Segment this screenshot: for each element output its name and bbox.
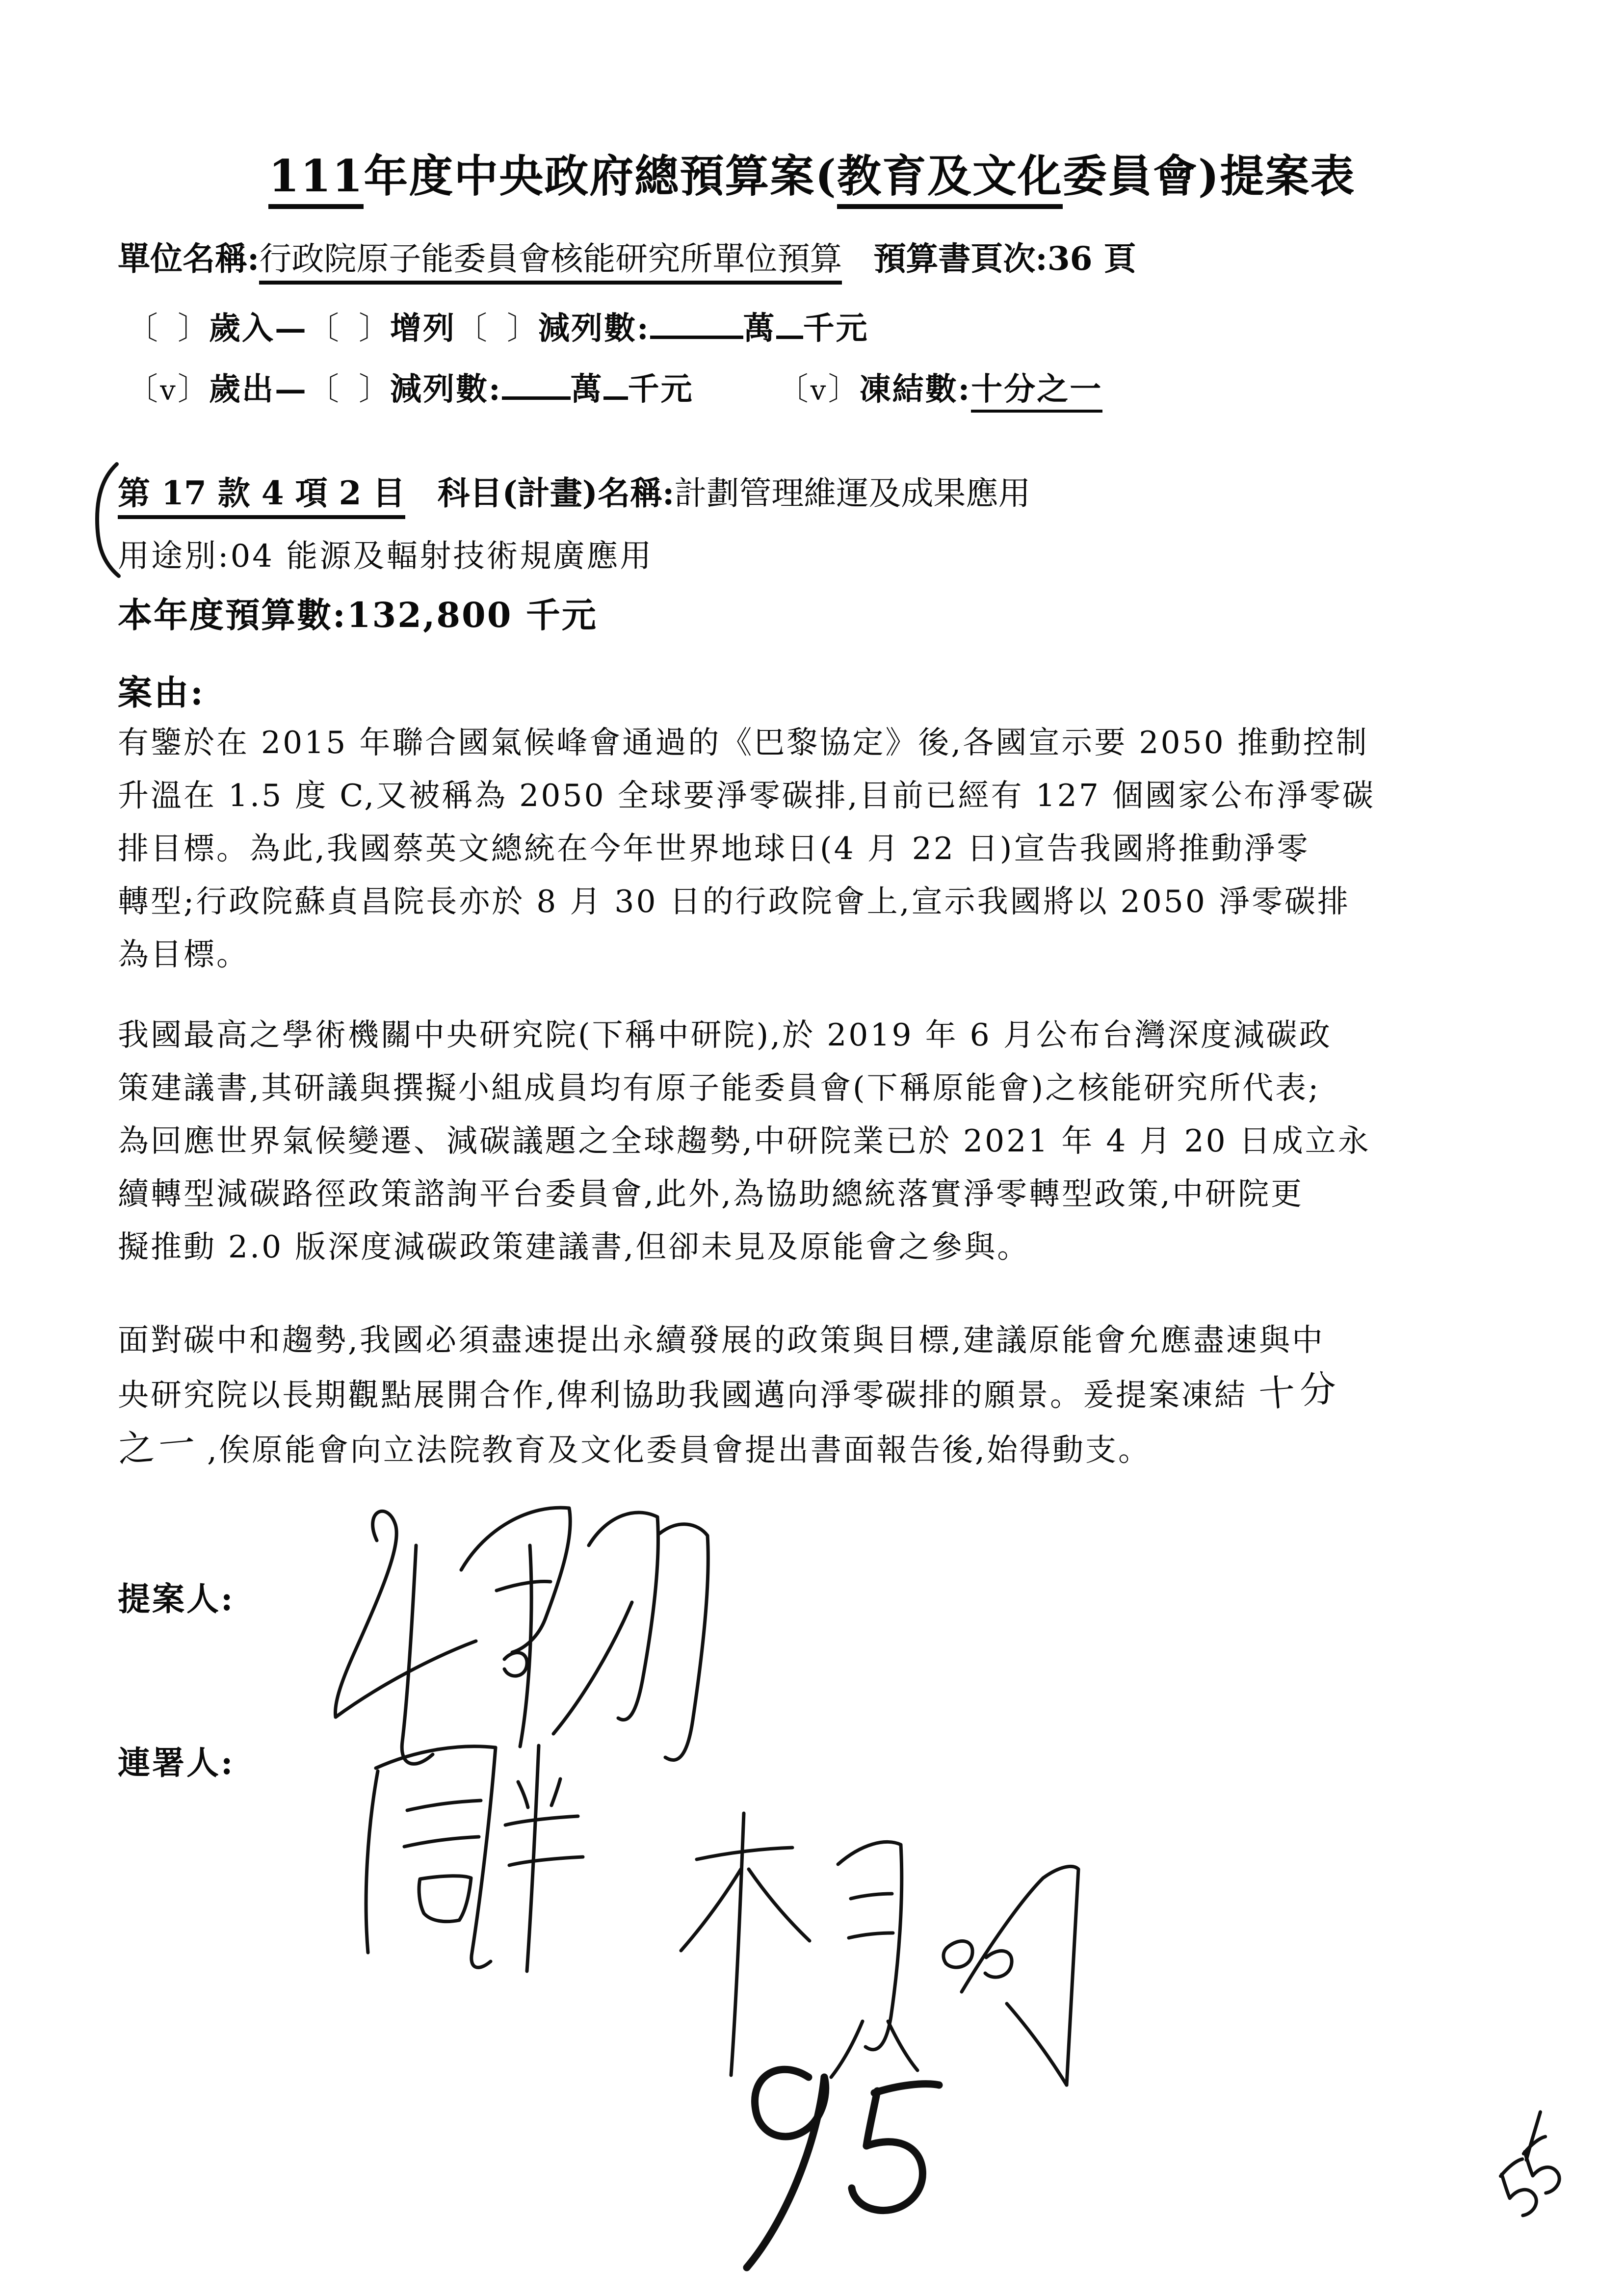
cosigner-signature-1	[343, 1737, 599, 1982]
paragraph-line: 面對碳中和趨勢,我國必須盡速提出永續發展的政策與目標,建議原能會允應盡速與中	[118, 1322, 1325, 1358]
bracket-close: 〕	[359, 311, 390, 347]
case-paragraph-1	[118, 716, 1531, 981]
typed-text: 央研究院以長期觀點展開合作,俾利協助我國邁向淨零碳排的願景。爰提案凍結	[118, 1377, 1248, 1413]
expenditure-checkmark: v	[160, 375, 176, 407]
bracket-close: 〕	[828, 371, 860, 408]
paragraph-line: 我國最高之學術機關中央研究院(下稱中研院),於 2019 年 6 月公布台灣深度減碳政	[118, 1017, 1332, 1053]
annual-budget-line	[118, 588, 598, 637]
title-year-number: 111	[268, 150, 364, 209]
expenditure-amount-blank-2	[603, 369, 628, 400]
expenditure-checkbox	[127, 371, 209, 408]
typed-text: ,俟原能會向立法院教育及文化委員會提出書面報告後,始得動支。	[207, 1432, 1152, 1468]
handwritten-corner-page-number-55	[1457, 2102, 1595, 2234]
unit-qian-yuan: 千元	[803, 310, 869, 347]
bracket-open: 〔	[456, 311, 487, 347]
unit-wan: 萬	[743, 310, 776, 347]
expenditure-cut-label: 減列數:	[390, 371, 502, 408]
paragraph-line-with-handwriting	[118, 1422, 1531, 1477]
cosigner-label: 連署人:	[118, 1744, 235, 1782]
bracket-close: 〕	[507, 311, 538, 347]
proposer-label: 提案人:	[118, 1580, 235, 1618]
clause-line	[118, 467, 1030, 514]
handwritten-freeze-fraction-part1: 十分	[1257, 1366, 1343, 1416]
case-paragraph-2	[118, 1009, 1531, 1274]
subject-value: 計劃管理維運及成果應用	[674, 474, 1031, 512]
paragraph-line: 擬推動 2.0 版深度減碳政策建議書,但卻未見及原能會之參與。	[118, 1229, 1030, 1265]
paragraph-line: 為回應世界氣候變遷、減碳議題之全球趨勢,中研院業已於 2021 年 4 月 20 日成立永	[118, 1123, 1371, 1159]
freeze-label: 凍結數:	[859, 371, 971, 408]
bracket-open: 〔	[127, 371, 158, 408]
dash: —	[275, 310, 308, 347]
bracket-open: 〔	[308, 371, 339, 408]
paragraph-line: 策建議書,其研議與撰擬小組成員均有原子能委員會(下稱原能會)之核能研究所代表;	[118, 1070, 1321, 1106]
expenditure-label: 歲出	[209, 371, 275, 408]
revenue-add-checkbox	[308, 311, 390, 347]
expenditure-cut-checkbox	[308, 371, 390, 408]
revenue-cut-checkbox	[456, 311, 538, 347]
revenue-amount-blank	[650, 308, 743, 339]
bracket-open: 〔	[777, 371, 809, 408]
revenue-checkbox	[127, 311, 209, 347]
title-tail-text: 委員會)提案表	[1062, 150, 1356, 202]
dash: —	[275, 371, 308, 408]
annual-budget-label: 本年度預算數:	[118, 595, 347, 635]
revenue-amount-blank-2	[776, 308, 803, 339]
unit-name-line	[118, 233, 1136, 279]
paragraph-line: 排目標。為此,我國蔡英文總統在今年世界地球日(4 月 22 日)宣告我國將推動淨零	[118, 831, 1310, 866]
revenue-row	[127, 303, 869, 348]
paragraph-line: 為目標。	[118, 937, 249, 972]
usage-line	[118, 531, 653, 576]
subject-label: 科目(計畫)名稱:	[437, 474, 675, 512]
unit-qian-yuan: 千元	[628, 371, 694, 408]
freeze-value: 十分之一	[971, 371, 1102, 413]
bracket-close: 〕	[178, 311, 209, 347]
paragraph-line: 轉型;行政院蘇貞昌院長亦於 8 月 30 日的行政院會上,宣示我國將以 2050 淨零碳排	[118, 884, 1350, 919]
bracket-close: 〕	[178, 371, 209, 408]
paragraph-line: 升溫在 1.5 度 C,又被稱為 2050 全球要淨零碳排,目前已經有 127 個國家公布淨零碳	[118, 778, 1375, 813]
bracket-open: 〔	[308, 311, 339, 347]
paragraph-line: 有鑒於在 2015 年聯合國氣候峰會通過的《巴黎協定》後,各國宣示要 2050 推動控制	[118, 725, 1369, 760]
document-title	[0, 140, 1624, 204]
handwritten-sheet-number-95	[721, 2046, 947, 2276]
title-mid-text: 年度中央政府總預算案(	[364, 150, 837, 202]
revenue-cut-label: 減列數:	[538, 310, 650, 347]
unit-name-label: 單位名稱:	[118, 239, 260, 278]
bracket-open: 〔	[127, 311, 158, 347]
handwritten-freeze-fraction-part2: 之一	[116, 1421, 202, 1471]
usage-value: 04 能源及輻射技術規廣應用	[230, 538, 654, 574]
revenue-add-label: 增列	[390, 310, 456, 347]
case-reason-label: 案由:	[118, 672, 205, 713]
budget-book-page-label: 預算書頁次:	[873, 239, 1048, 278]
freeze-checkbox	[777, 371, 860, 408]
title-committee-name: 教育及文化	[837, 150, 1063, 209]
unit-name-value: 行政院原子能委員會核能研究所單位預算	[259, 240, 842, 285]
paragraph-line: 續轉型減碳路徑政策諮詢平台委員會,此外,為協助總統落實淨零轉型政策,中研院更	[118, 1176, 1304, 1212]
freeze-checkmark: v	[810, 375, 826, 407]
unit-wan: 萬	[570, 371, 603, 408]
bracket-close: 〕	[359, 371, 390, 408]
expenditure-row	[127, 364, 1102, 409]
annual-budget-value: 132,800 千元	[346, 595, 598, 635]
expenditure-amount-blank	[502, 369, 571, 400]
usage-label: 用途別:	[118, 538, 231, 574]
revenue-label: 歲入	[209, 310, 275, 347]
budget-book-page-value: 36 頁	[1047, 239, 1136, 278]
clause-number: 第 17 款 4 項 2 目	[118, 474, 405, 519]
paragraph-line-with-handwriting	[118, 1367, 1531, 1422]
case-paragraph-3	[118, 1314, 1531, 1477]
